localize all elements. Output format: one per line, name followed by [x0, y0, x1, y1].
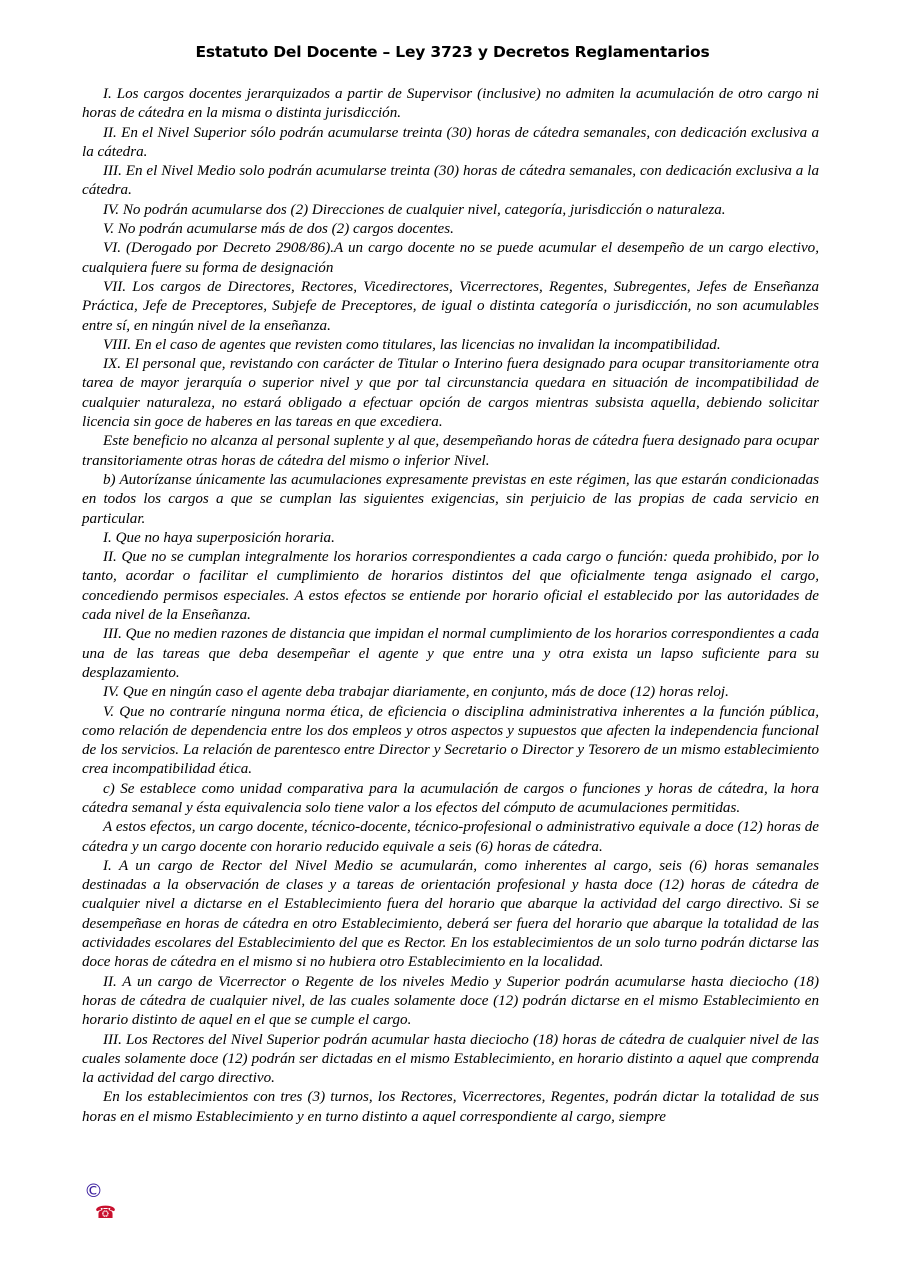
page-title: Estatuto Del Docente – Ley 3723 y Decretos Reglamentarios	[195, 43, 710, 61]
paragraph: II. En el Nivel Superior sólo podrán acumularse treinta (30) horas de cátedra semanales, con dedicación exclusiva a la cátedra.	[82, 124, 819, 160]
paragraph: I. Que no haya superposición horaria.	[103, 529, 335, 546]
page-footer	[84, 1180, 384, 1230]
paragraph: IX. El personal que, revistando con carácter de Titular o Interino fuera designado para ocupar transitoriamente otra tarea de mayor jerarquía o superior nivel y que por tal circunstancia quedara en situación de incompatibilidad de cualquier naturaleza, no estará obligado a efectuar opción de cargos mientras subsista aquella, debiendo solicitar licencia sin goce de haberes en las tareas en que excediera.	[82, 356, 819, 431]
paragraph: VIII. En el caso de agentes que revisten como titulares, las licencias no invalidan la incompatibilidad.	[103, 336, 721, 353]
paragraph: b) Autorízanse únicamente las acumulaciones expresamente previstas en este régimen, las que estarán condicionadas en todos los cargos a que se cumplan las siguientes exigencias, sin perjuicio de las propias de cada servicio en particular.	[82, 471, 819, 527]
paragraph: VI. (Derogado por Decreto 2908/86).A un cargo docente no se puede acumular el desempeño de un cargo electivo, cualquiera fuere su forma de designación	[82, 240, 819, 276]
paragraph: I. A un cargo de Rector del Nivel Medio se acumularán, como inherentes al cargo, seis (6) horas semanales destinadas a la observación de clases y a tareas de orientación profesional y hasta doce (12) horas de cátedra de cualquier nivel a dictarse en el Establecimiento fuera del horario que abarque la actividad del cargo directivo. Si se desempeñase en horas de cátedra en otro Establecimiento, deberá ser fuera del horario que abarque la totalidad de las actividades escolares del Establecimiento del que es Rector. En los establecimientos de un solo turno podrán dictarse las doce horas de cátedra en el mismo si no hubiera otro Establecimiento en la localidad.	[82, 857, 819, 971]
document-body	[82, 85, 819, 1127]
paragraph: c) Se establece como unidad comparativa para la acumulación de cargos o funciones y horas de cátedra, la hora cátedra semanal y ésta equivalencia solo tiene valor a los efectos del cómputo de acumulaciones permitidas.	[82, 780, 819, 816]
paragraph: II. Que no se cumplan integralmente los horarios correspondientes a cada cargo o función: queda prohibido, por lo tanto, acordar o facilitar el cumplimiento de horarios distintos del que oficialmente tenga asignado el cargo, concediendo permisos especiales. A estos efectos se entiende por horario oficial el establecido por las autoridades de cada nivel de la Enseñanza.	[82, 549, 819, 624]
phone-icon: ☎	[95, 1203, 117, 1223]
paragraph: IV. No podrán acumularse dos (2) Direcciones de cualquier nivel, categoría, jurisdicción o naturaleza.	[103, 201, 726, 218]
footer-phone-row	[84, 1202, 384, 1224]
copyright-icon: ©	[84, 1180, 103, 1202]
paragraph: Este beneficio no alcanza al personal suplente y al que, desempeñando horas de cátedra fuera designado para ocupar transitoriamente otras horas de cátedra del mismo o inferior Nivel.	[82, 433, 820, 469]
paragraph: V. Que no contraríe ninguna norma ética, de eficiencia o disciplina administrativa inherentes a la función pública, como relación de dependencia entre los dos empleos y otros aspectos y supuestos que afecten la independencia funcional de los servicios. La relación de parentesco entre Director y Secretario o Director y Tesorero de un mismo establecimiento crea incompatibilidad ética.	[82, 703, 819, 778]
paragraph: VII. Los cargos de Directores, Rectores, Vicedirectores, Vicerrectores, Regentes, Subregentes, Jefes de Enseñanza Práctica, Jefe de Preceptores, Subjefe de Preceptores, de igual o distinta categoría o jurisdicción, no son acumulables entre sí, en ningún nivel de la enseñanza.	[82, 278, 819, 334]
paragraph: I. Los cargos docentes jerarquizados a partir de Supervisor (inclusive) no admiten la acumulación de otro cargo ni horas de cátedra en la misma o distinta jurisdicción.	[82, 86, 819, 122]
paragraph: II. A un cargo de Vicerrector o Regente de los niveles Medio y Superior podrán acumularse hasta dieciocho (18) horas de cátedra de cualquier nivel, de las cuales solamente doce (12) podrán dictarse en el mismo Establecimiento en horario distinto de aquel en el que se cumple el cargo.	[82, 973, 819, 1029]
paragraph: III. Que no medien razones de distancia que impidan el normal cumplimiento de los horarios correspondientes a cada una de las tareas que deba desempeñar el agente y que entre una y otra exista un lapso suficiente para su desplazamiento.	[82, 626, 819, 681]
paragraph: En los establecimientos con tres (3) turnos, los Rectores, Vicerrectores, Regentes, podrán dictar la totalidad de sus horas en el mismo Establecimiento y en turno distinto a aquel correspondiente al cargo, siempre	[82, 1089, 819, 1125]
paragraph: III. En el Nivel Medio solo podrán acumularse treinta (30) horas de cátedra semanales, con dedicación exclusiva a la cátedra.	[82, 163, 819, 199]
paragraph: V. No podrán acumularse más de dos (2) cargos docentes.	[103, 221, 454, 238]
paragraph: A estos efectos, un cargo docente, técnico-docente, técnico-profesional o administrativo equivale a doce (12) horas de cátedra y un cargo docente con horario reducido equivale a seis (6) horas de cátedra.	[82, 819, 819, 855]
footer-copyright-row	[84, 1180, 384, 1202]
paragraph: III. Los Rectores del Nivel Superior podrán acumular hasta dieciocho (18) horas de cátedra de cualquier nivel de las cuales solamente doce (12) podrán ser dictadas en el mismo Establecimiento, en horario distinto a aquel que comprenda la actividad del cargo directivo.	[82, 1031, 819, 1087]
paragraph: IV. Que en ningún caso el agente deba trabajar diariamente, en conjunto, más de doce (12) horas reloj.	[103, 684, 729, 701]
